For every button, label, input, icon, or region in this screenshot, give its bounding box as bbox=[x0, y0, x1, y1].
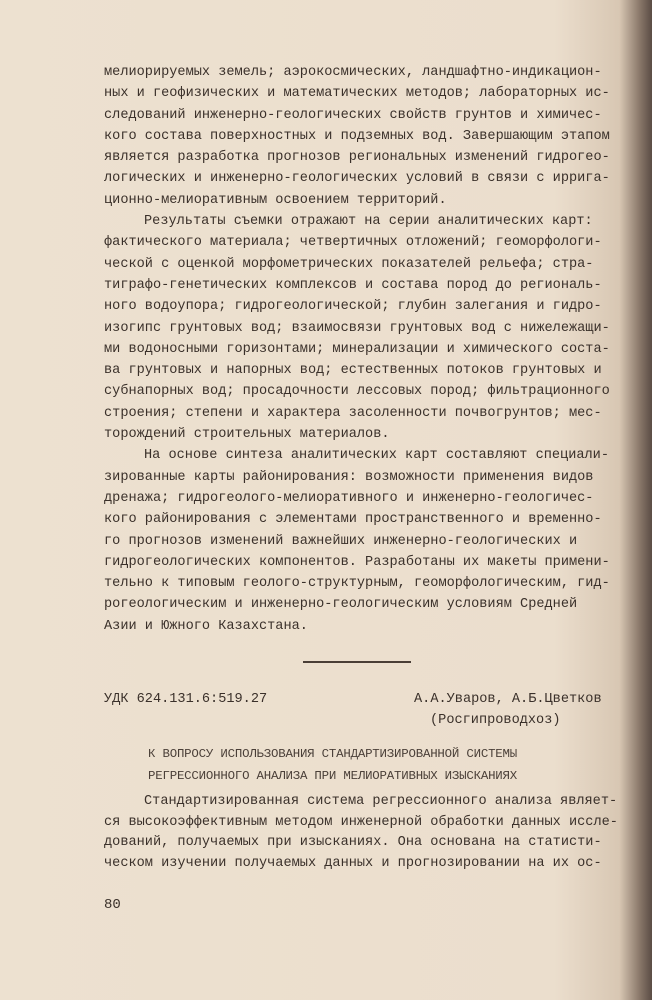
text-line: гидрогеологических компонентов. Разработаны их макеты примени- bbox=[104, 554, 610, 570]
text-line: ва грунтовых и напорных вод; естественных потоков грунтовых и bbox=[104, 363, 602, 379]
udk-code: УДК 624.131.6:519.27 bbox=[104, 692, 268, 707]
text-line: изогипс грунтовых вод; взаимосвязи грунтовых вод с нижележащи- bbox=[104, 320, 610, 336]
body-text bbox=[104, 62, 644, 637]
article-title bbox=[148, 743, 517, 787]
text-line: строения; степени и характера засоленности почвогрунтов; мес- bbox=[104, 405, 602, 421]
text-line: Азии и Южного Казахстана. bbox=[104, 618, 308, 634]
text-line: го прогнозов изменений важнейших инженерно-геологических и bbox=[104, 533, 578, 549]
text-line: ми водоносными горизонтами; минерализации и химического соста- bbox=[104, 341, 610, 357]
text-line: ческом изучении получаемых данных и прогнозировании на их ос- bbox=[104, 855, 602, 871]
text-line: ционно-мелиоративным освоением территорий. bbox=[104, 192, 447, 208]
text-line: логических и инженерно-геологических условий в связи с ирригa- bbox=[104, 171, 610, 187]
text-line: тиграфо-генетических комплексов и состава пород до региональ- bbox=[104, 277, 602, 293]
text-line: является разработка прогнозов региональных изменений гидрогео- bbox=[104, 150, 610, 166]
text-line: кого состава поверхностных и подземных вод. Завершающим этапом bbox=[104, 128, 610, 144]
text-line: следований инженерно-геологических свойств грунтов и химичес- bbox=[104, 107, 602, 123]
text-line: кого районирования с элементами пространственного и временно- bbox=[104, 512, 602, 528]
page-number: 80 bbox=[104, 897, 121, 913]
title-line: К ВОПРОСУ ИСПОЛЬЗОВАНИЯ СТАНДАРТИЗИРОВАННОЙ СИСТЕМЫ bbox=[148, 747, 518, 761]
text-line: На основе синтеза аналитических карт составляют специали- bbox=[144, 448, 609, 464]
text-line: дренажа; гидрогеолого-мелиоративного и инженерно-геологичес- bbox=[104, 490, 594, 506]
text-line: ных и геофизических и математических методов; лабораторных ис- bbox=[104, 86, 610, 102]
text-line: ного водоупора; гидрогеологической; глубин залегания и гидро- bbox=[104, 299, 602, 315]
section-divider bbox=[303, 661, 411, 663]
text-line: ческой с оценкой морфометрических показателей рельефа; стра- bbox=[104, 256, 594, 272]
paragraph-2 bbox=[104, 211, 644, 445]
author-organization: (Росгипроводхоз) bbox=[430, 713, 561, 728]
title-line: РЕГРЕССИОННОГО АНАЛИЗА ПРИ МЕЛИОРАТИВНЫХ ИЗЫСКАНИЯХ bbox=[148, 769, 518, 783]
text-line: торождений строительных материалов. bbox=[104, 427, 390, 443]
text-line: тельно к типовым геолого-структурным, геоморфологическим, гид- bbox=[104, 576, 610, 592]
text-line: Результаты съемки отражают на серии аналитических карт: bbox=[144, 214, 593, 230]
text-line: субнапорных вод; просадочности лессовых пород; фильтрационного bbox=[104, 384, 610, 400]
text-line: фактического материала; четвертичных отложений; геоморфологи- bbox=[104, 235, 602, 251]
article-abstract bbox=[104, 792, 644, 874]
paragraph-1 bbox=[104, 62, 644, 211]
text-line: Стандартизированная система регрессионного анализа являет- bbox=[144, 794, 618, 809]
text-line: зированные карты районирования: возможности применения видов bbox=[104, 469, 594, 485]
article-authors: А.А.Уваров, А.Б.Цветков bbox=[414, 692, 602, 707]
text-line: рогеологическим и инженерно-геологическим условиям Средней bbox=[104, 597, 578, 613]
text-line: мелиорируемых земель; аэрокосмических, ландшафтно-индикацион- bbox=[104, 65, 602, 80]
paragraph-3 bbox=[104, 445, 644, 637]
text-line: ся высокоэффективным методом инженерной обработки данных иссле- bbox=[104, 814, 618, 830]
text-line: дований, получаемых при изысканиях. Она основана на статисти- bbox=[104, 835, 602, 851]
